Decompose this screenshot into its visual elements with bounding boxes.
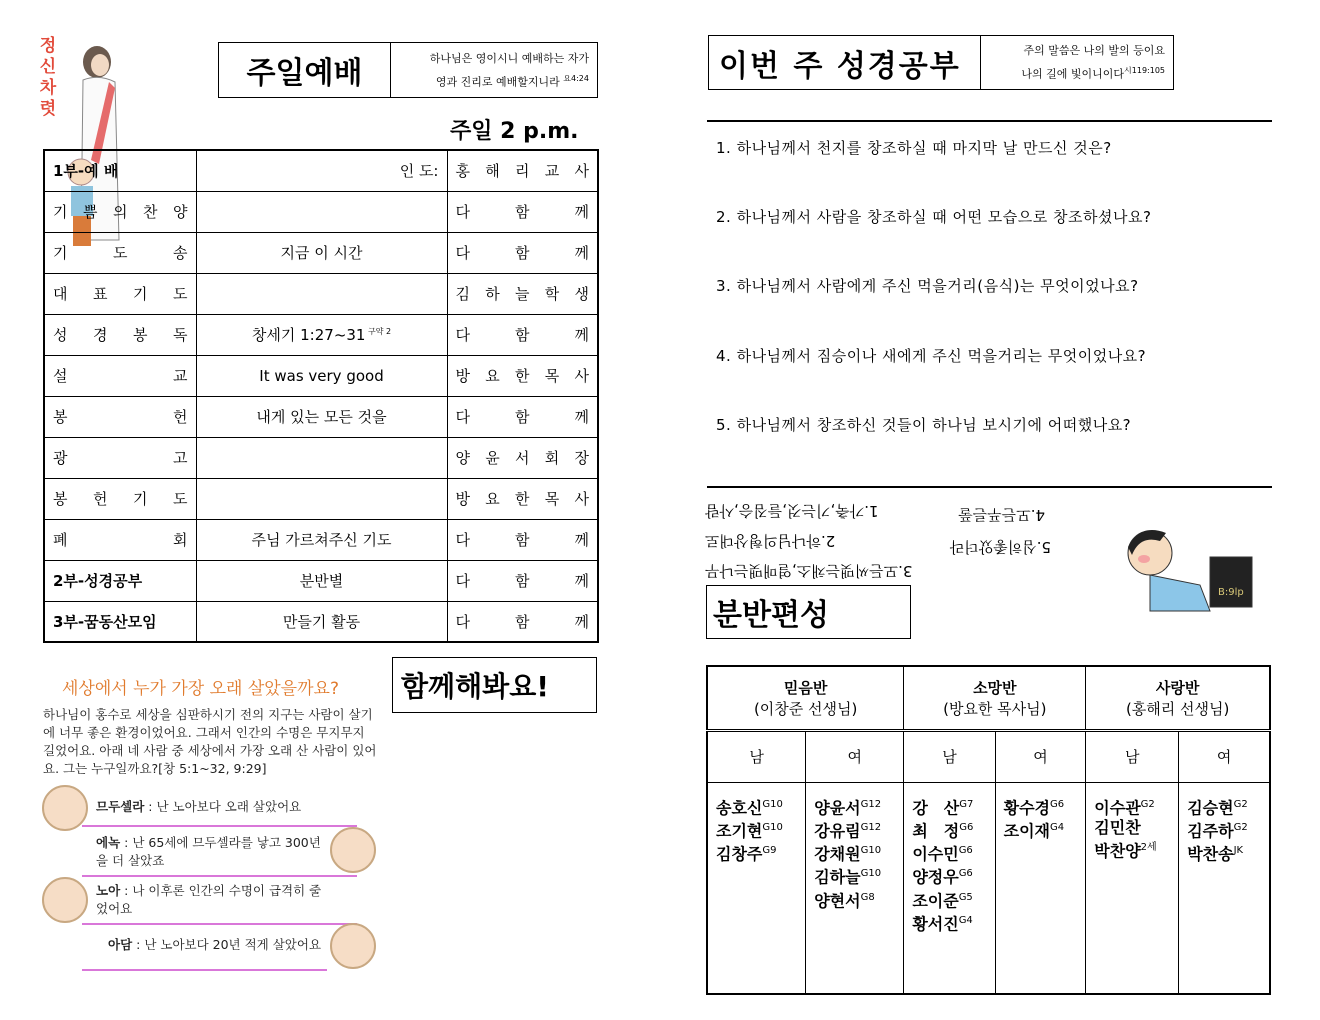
student-name: 송호신$^{G10}$ xyxy=(716,797,783,817)
class-header: 소망반 (방요한 목사님) xyxy=(904,666,1086,730)
student-name: 조기현$^{G10}$ xyxy=(716,821,783,841)
order-content xyxy=(196,478,447,519)
order-leader: 다 함 께 xyxy=(447,232,598,273)
female-header: 여 xyxy=(806,730,904,782)
study-verse: 주의 말씀은 나의 발의 등이요 나의 길에 빛이니이다$^{시119:105}$ xyxy=(1021,44,1165,81)
quiz-title: 세상에서 누가 가장 오래 살았을까요? xyxy=(62,679,339,699)
student-name: 김하늘$^{G10}$ xyxy=(814,867,882,887)
study-title-box xyxy=(708,35,1174,90)
student-name: 강채원$^{G10}$ xyxy=(814,844,882,864)
order-content: 만들기 활동 xyxy=(196,601,447,642)
order-content: 창세기 1:27~31 $^{구약 2}$ xyxy=(196,314,447,355)
male-header: 남 xyxy=(1086,730,1179,782)
order-part: 광 고 xyxy=(44,437,196,478)
answer-3: 3.모든씨맺는채소,열매맺는나무 xyxy=(705,562,913,580)
service-time: 주일 2 p.m. xyxy=(450,119,579,144)
boy-reading-bible-illustration xyxy=(1110,515,1260,615)
order-row xyxy=(44,150,598,191)
female-students xyxy=(1179,782,1270,994)
order-content xyxy=(196,191,447,232)
order-leader: 방 요 한 목 사 xyxy=(447,355,598,396)
class-group-title: 분반편성 xyxy=(706,585,911,639)
male-header: 남 xyxy=(904,730,995,782)
divider-line xyxy=(82,923,357,925)
worship-title: 주일예배 xyxy=(219,43,391,97)
order-leader: 다 함 께 xyxy=(447,314,598,355)
order-leader: 다 함 께 xyxy=(447,519,598,560)
male-header: 남 xyxy=(707,730,806,782)
divider xyxy=(707,120,1272,122)
student-name: 황서진$^{G4}$ xyxy=(912,914,973,934)
student-name: 김승현$^{G2}$ xyxy=(1187,797,1248,817)
order-row xyxy=(44,601,598,642)
order-part: 3부-꿈동산모임 xyxy=(44,601,196,642)
worship-title-box xyxy=(218,42,598,98)
male-students xyxy=(1086,782,1179,994)
student-name: 강 산$^{G7}$ xyxy=(912,797,974,817)
student-name: 조이재$^{G4}$ xyxy=(1003,821,1065,841)
order-content xyxy=(196,273,447,314)
student-name: 김민찬 xyxy=(1094,817,1141,837)
together-title: 함께해봐요! xyxy=(392,657,597,713)
class-header: 믿음반 (이창준 선생님) xyxy=(707,666,904,730)
order-part: 기 쁨 의 찬 양 xyxy=(44,191,196,232)
enoch-face-icon xyxy=(330,827,376,873)
question-2: 2. 하나님께서 사람을 창조하실 때 어떤 모습으로 창조하셨나요? xyxy=(716,208,1152,226)
order-content: 내게 있는 모든 것을 xyxy=(196,396,447,437)
question-5: 5. 하나님께서 창조하신 것들이 하나님 보시기에 어떠했나요? xyxy=(716,416,1132,434)
class-assignment-table xyxy=(706,665,1271,995)
divider-line xyxy=(82,875,357,877)
upside-down-answers xyxy=(705,496,1065,582)
class-header: 사랑반 (홍해리 선생님) xyxy=(1086,666,1270,730)
divider-line xyxy=(82,969,327,971)
student-name: 이수관$^{G2}$ xyxy=(1094,797,1155,817)
male-students xyxy=(904,782,995,994)
order-part: 폐 회 xyxy=(44,519,196,560)
answer-1: 1.가축,기는것,들짐승,사람 xyxy=(705,502,879,520)
order-leader: 홍 해 리 교 사 xyxy=(447,150,598,191)
student-name: 최 정$^{G6}$ xyxy=(912,821,974,841)
female-students xyxy=(806,782,904,994)
adam-face-icon xyxy=(330,923,376,969)
female-header: 여 xyxy=(995,730,1086,782)
order-row xyxy=(44,232,598,273)
person-line: 아담 : 난 노아보다 20년 적게 살았어요 xyxy=(108,937,322,952)
svg-text:B:9lp: B:9lp xyxy=(1218,587,1244,598)
order-leader: 방 요 한 목 사 xyxy=(447,478,598,519)
student-name: 황수경$^{G6}$ xyxy=(1003,797,1065,817)
order-content: 지금 이 시간 xyxy=(196,232,447,273)
student-name: 강유림$^{G12}$ xyxy=(814,821,882,841)
order-content: It was very good xyxy=(196,355,447,396)
student-name: 양현서$^{G8}$ xyxy=(814,891,875,911)
question-3: 3. 하나님께서 사람에게 주신 먹을거리(음식)는 무엇이었나요? xyxy=(716,277,1139,295)
divider xyxy=(707,486,1272,488)
order-row xyxy=(44,191,598,232)
student-name: 조이준$^{G5}$ xyxy=(912,891,973,911)
order-leader: 김 하 늘 학 생 xyxy=(447,273,598,314)
student-name: 김창주$^{G9}$ xyxy=(716,844,777,864)
order-content xyxy=(196,437,447,478)
person-line: 노아 : 나 이후론 인간의 수명이 급격히 줄었어요 xyxy=(96,883,322,916)
order-leader: 다 함 께 xyxy=(447,601,598,642)
answer-5: 5.심히좋았더라 xyxy=(949,538,1051,556)
student-name: 이수민$^{G6}$ xyxy=(912,844,973,864)
noah-face-icon xyxy=(42,877,88,923)
study-title: 이번 주 성경공부 xyxy=(709,36,981,89)
order-part: 봉 헌 기 도 xyxy=(44,478,196,519)
order-row xyxy=(44,355,598,396)
female-students xyxy=(995,782,1086,994)
order-part: 대 표 기 도 xyxy=(44,273,196,314)
answer-4: 4.모든푸른풀 xyxy=(958,506,1045,524)
student-name: 박찬송$^{JK}$ xyxy=(1187,844,1244,864)
people-quiz xyxy=(40,785,380,975)
order-content: 인 도: xyxy=(196,150,447,191)
quiz-body: 하나님이 홍수로 세상을 심판하시기 전의 지구는 사람이 살기에 너무 좋은 환경이었어요. 그래서 인간의 수명은 무지무지 길었어요. 아래 네 사람 중 세상에서 가장 오래 산 사람이 있어요. 그는 누구일까요?[창 5:1~32, 9:29] xyxy=(43,707,377,776)
order-row xyxy=(44,273,598,314)
order-leader: 다 함 께 xyxy=(447,396,598,437)
worship-order-table xyxy=(43,149,599,643)
order-row xyxy=(44,478,598,519)
order-leader: 다 함 께 xyxy=(447,560,598,601)
order-part: 1부-예 배 xyxy=(44,150,196,191)
order-row xyxy=(44,560,598,601)
male-students xyxy=(707,782,806,994)
student-name: 김주하$^{G2}$ xyxy=(1187,821,1248,841)
order-row xyxy=(44,519,598,560)
order-content: 주님 가르쳐주신 기도 xyxy=(196,519,447,560)
order-part: 기 도 송 xyxy=(44,232,196,273)
vertical-title: 정신차렷 xyxy=(39,36,57,119)
divider-line xyxy=(82,825,357,827)
question-1: 1. 하나님께서 천지를 창조하실 때 마지막 날 만드신 것은? xyxy=(716,139,1112,157)
order-part: 2부-성경공부 xyxy=(44,560,196,601)
order-row xyxy=(44,314,598,355)
order-row xyxy=(44,396,598,437)
order-row xyxy=(44,437,598,478)
order-part: 설 교 xyxy=(44,355,196,396)
answer-2: 2.하나님의형상대로 xyxy=(705,532,836,550)
student-name: 양윤서$^{G12}$ xyxy=(814,797,882,817)
order-content: 분반별 xyxy=(196,560,447,601)
order-part: 성 경 봉 독 xyxy=(44,314,196,355)
student-name: 양정우$^{G6}$ xyxy=(912,867,973,887)
order-part: 봉 헌 xyxy=(44,396,196,437)
worship-verse: 하나님은 영이시니 예배하는 자가 영과 진리로 예배할지니라 $^{요4:24}$ xyxy=(429,52,589,89)
order-leader: 다 함 께 xyxy=(447,191,598,232)
student-name: 박찬양$^{2세}$ xyxy=(1094,841,1157,861)
order-leader: 양 윤 서 회 장 xyxy=(447,437,598,478)
female-header: 여 xyxy=(1179,730,1270,782)
question-4: 4. 하나님께서 짐승이나 새에게 주신 먹을거리는 무엇이었나요? xyxy=(716,347,1147,365)
person-line: 에녹 : 난 65세에 므두셀라를 낳고 300년을 더 살았죠 xyxy=(96,835,321,868)
person-line: 므두셀라 : 난 노아보다 오래 살았어요 xyxy=(96,799,302,814)
